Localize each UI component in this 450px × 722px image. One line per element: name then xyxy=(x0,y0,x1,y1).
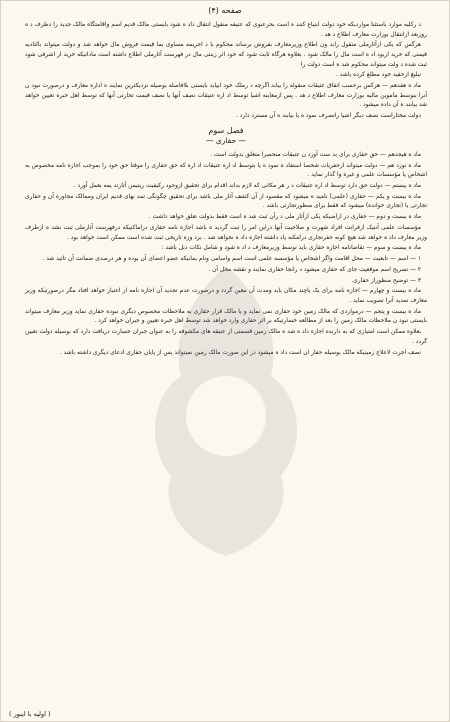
paragraph: ماد ه بیست و سوم — تقاضانامه اجازه حفاری باید توسط وزیرمعارف د اد ه شود و شامل نکات ذیل باشد : xyxy=(161,245,421,252)
document-body xyxy=(25,21,427,359)
paragraph: ماد ه بیست و پنجم — درمواردی که مالک زمین خود حفاری نمی نماید و یا مالک قرار حفاری به ملاحظات مخصوص دیگری نبوده حفاری نماید وزیر معارف میتواند بایستی نبود ن ملاحظات مالک زمین را بعد از مطالعه خسارتیکه بر اثر حفاری وارد خواهد شد توسط اهل خبره تعیین و جبران خواهد کرد . xyxy=(25,308,427,325)
paragraph: ماد ه هیجدهم — حق حفاری برای بد ست آورد ن عتیقات منحصرا متعلق بدولت است . xyxy=(210,151,421,158)
page-number-header: صفحه (۴) xyxy=(208,6,242,15)
paragraph: ۲ — تصریح اسم موقعیت جای که حفاری میشود د رانجا حفاری نمایند و نقشه محل آن . xyxy=(208,266,421,273)
footer-note: ( اولیه با اینور ) xyxy=(9,710,51,718)
section-title: فصل سوم xyxy=(208,125,244,135)
section-subtitle: — حفاری — xyxy=(206,136,246,146)
paragraph: تبلیغ ازحفید خود مطلع کرده باشد . xyxy=(336,72,421,79)
paragraph: د رکلیه موارد باستثنا مواردیکه خود دولت ابتیاع کنند ه است بحرعنوی که عتیقه منقول انتقال داد ه شود بایستی مالک قدیم اسم واقامتگاه مالک جدید را دظرف د ه روزبعد ازانتقال بوزارت معارف اطلاع د هد . xyxy=(25,22,427,38)
paragraph: ۱ — اسم — تابعیت — محل اقامت واگر اشخاص یا مؤسسه علمی است اسم واسامی ونام بمانیکه عضو اعضای آن بوده و هر درصدی ضمانت آن تائید شد . xyxy=(42,256,421,263)
paragraph: نصف اجرت لاعلاج زمینیکه مالک بوسیله حفار ان است داد ه میشود در این صورت مالک زمین نمیتواند پس از پایان حفاری ادعای دیگری داشته باشد . xyxy=(59,349,421,356)
paragraph: ماد ه بیست و دوم — حفاری در اراضیکه یکی ازآثار ملی د رآن ثبت شد ه است فقط بدولت تعلق خواهد داشت . xyxy=(148,214,421,221)
paragraph: ماد ه بیستم — دولت حق دارد توسط اد اره عتیقات د ر هر مکانی که لازم بداند اقدام برای تحقیق ازوجود رکیفیت ریتیمن آثارتد یمه بعمل آورد . xyxy=(73,183,421,190)
paragraph: ۳ — توضیح منظوراز حفاری. xyxy=(351,277,421,284)
paragraph: مؤسسات علمی آنتیک ازفرانت افراد شهرت و صلاحیت آنها دراین امر را ثبت گردید ه باشد اجازه نامه حفاری دراماکنیکه درفهرست آثارملی ثبت نشد ه ازطرف وزیر معارف داد ه خواهد شد هیچ کونه حفرتجاری درامکنه یاد داشته اجازه داد ه نخواهد شد . برد وزه تاریخی ثبت شده است ممکن است خواهد بود . xyxy=(25,224,427,241)
paragraph: هرگس که یکی ازآثارملی منقول رابد ون اطلاع وزیرمعارف بفروش برساند محکوم با د اجریمه مساوی بما قیمت فروش مال خواهد شد و دولت میتواند بالتادیه قیمتی که خرید اربود اد ه است مال را مالک شود . بعلاوه هرگاه ثابت شود که خود اثر زینتی مال در فهرست آثارملی اطلاع داشته است ماداتیکه خرید ار اشرفی شود ثبت شده د ولت میتواند محکوم شد ه است دولت را xyxy=(25,42,427,68)
paragraph: ماد ه هفدهم — هرکس برحسب اتفاق عتیقات منقوله را بیابد اگرچه د رملک خود ابیابد بایستی بلافاصله بوصیله نزدیکترین نمایند ه اداره معارف و درصورت نبود ن آنرا بتوسط ماموین مالیه بوزارت معارف اطلاع د هد . پس ازمعاینه اشیا توسط اد اره عتیقات نصف آنها یا نصف قیمت تجارتی آنها که توسط اهل خبره تعیین خواهد شد بیابند ه آن داده میشود . xyxy=(25,83,427,109)
paragraph: ماد ه نوزد هم — دولت میتواند ازحفریات شخصا استفاد ه نمود ه یا بتوسط اد اره عتیقات اد اره که حق حفاری را موقتا حق خود را بموجب اجازه نامه مخصوص به اشخاص یا مؤسسات علمی و غیره وا گذار نماید . xyxy=(25,162,427,179)
paragraph: دولت مختاراست نصف دیگر اشیا راتصرف نمود ه یا بیابند ه آن مسترد دارد . xyxy=(236,113,421,120)
paragraph: ماد ه بیست و یکم — حفاری (علمی) نامید ه میشود که مقصود از آن کشف آثار ملی باشد برای تحقیق چگونگی تمد نهای قدیم ایران وممالک مجاوره آن و حفاری تجارتی یا (تجاری خوانده) میشود که فقط برای منظورتجارتی باشد . xyxy=(25,193,427,210)
paragraph: بعلاوه ممکن است امتیازی که به دارنده اجازه داد ه شد ه مالک زمین قسمتی از عتیقه های مکشوفه را به عنوان جبران خسارت دریافت دارد که بوسیله دولت تعیین گردد . xyxy=(25,329,427,345)
paragraph: ماد ه بیست و چهارم — اجازه نامه برای یک یاچند مکان باید ومدت آن معین گردد و درصورت عدم تجدید آن اجازه نامه از اعتبار خواهد افتاد مگر درصورتیکه وزیر معارف تمدید آنرا تصویب نماید . xyxy=(25,288,427,305)
